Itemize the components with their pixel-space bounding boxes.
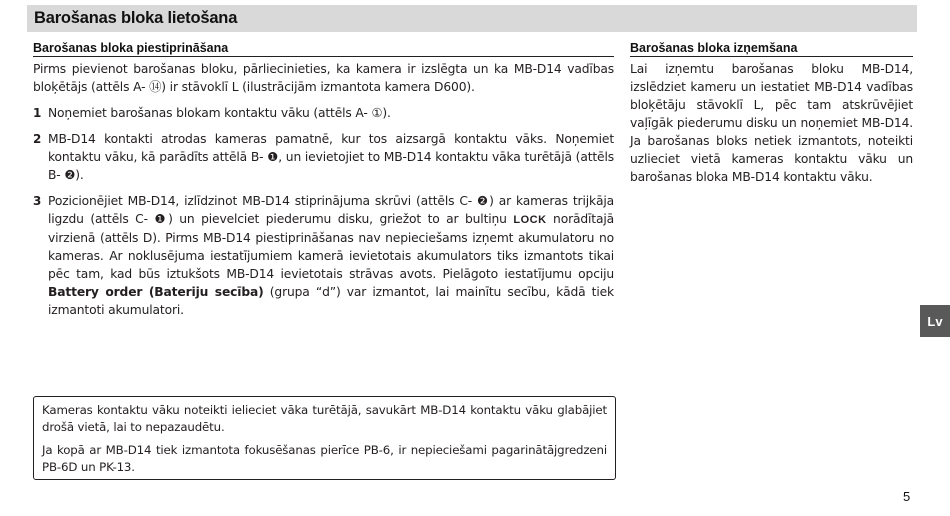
page-title: Barošanas bloka lietošana (34, 9, 238, 27)
remove-section-title: Barošanas bloka izņemšana (630, 41, 913, 57)
step-number: 3 (33, 194, 42, 208)
step-text (48, 192, 614, 319)
step-text-part: norādītajā virzienā (attēls D). Pirms MB-D14 piestiprināšanas nav nepieciešams izņemt akumulatoru no kameras. Ar noklusējuma iestatījumiem kamerā ievietotais akumulators tiks izmantots tikai pēc tam, kad būs iztukšots MB-D14 ievietotais strāvas avots. Pielāgoto iestatījumu opciju (48, 212, 614, 281)
note-paragraph-2: Ja kopā ar MB-D14 tiek izmantota fokusēšanas pierīce PB-6, ir nepieciešami pagarinātājgredzeni PB-6D un PK-13. (42, 443, 607, 474)
remove-section (630, 41, 913, 186)
step-text: MB-D14 kontakti atrodas kameras pamatnē, kur tos aizsargā kontaktu vāks. Noņemiet kontaktu vāku, kā parādīts attēlā B- ❶, un ievietojiet to MB-D14 kontaktu vāka turētājā (attēls B- ❷). (48, 132, 614, 182)
language-tab: Lv (920, 305, 950, 337)
page-number: 5 (903, 489, 911, 504)
step-number: 2 (33, 132, 42, 146)
remove-text: Lai izņemtu barošanas bloku MB-D14, izslēdziet kameru un iestatiet MB-D14 vadības bloķētāju stāvoklī L, pēc tam atskrūvējiet vaļīgāk piederumu disku un noņemiet MB-D14. Ja barošanas bloks netiek izmantots, noteikti uzlieciet vietā kameras kontaktu vāku un barošanas bloka MB-D14 kontaktu vāku. (630, 62, 913, 184)
step-2 (33, 130, 614, 184)
note-paragraph-1: Kameras kontaktu vāku noteikti ielieciet vāka turētājā, savukārt MB-D14 kontaktu vāku glabājiet drošā vietā, lai to nepazaudētu. (42, 403, 607, 434)
attach-section (33, 41, 614, 327)
battery-order-option: Battery order (Bateriju secība) (48, 285, 264, 299)
step-1 (33, 104, 614, 122)
note-box (33, 396, 616, 480)
attach-intro: Pirms pievienot barošanas bloku, pārliecinieties, ka kamera ir izslēgta un ka MB-D14 vadības bloķētājs (attēls A- ⑭) ir stāvoklī L (ilustrācijām izmantota kamera D600). (33, 62, 614, 94)
step-text: Noņemiet barošanas blokam kontaktu vāku (attēls A- ①). (48, 106, 391, 120)
lock-label: LOCK (513, 214, 547, 226)
page-header (27, 5, 917, 32)
step-number: 1 (33, 106, 42, 120)
attach-steps (33, 104, 614, 319)
attach-section-title: Barošanas bloka piestiprināšana (33, 41, 614, 57)
step-text-part: (grupa “d”) var izmantot, lai mainītu secību, kādā tiek izmantoti akumulatori. (48, 285, 615, 317)
step-3 (33, 192, 614, 319)
step-text-part: Pozicionējiet MB-D14, izlīdzinot MB-D14 stiprinājuma skrūvi (attēls C- ❷) ar kameras trijkāja ligzdu (attēls C- ❶) un pievelciet piederumu disku, griežot to ar bultiņu (48, 194, 614, 226)
